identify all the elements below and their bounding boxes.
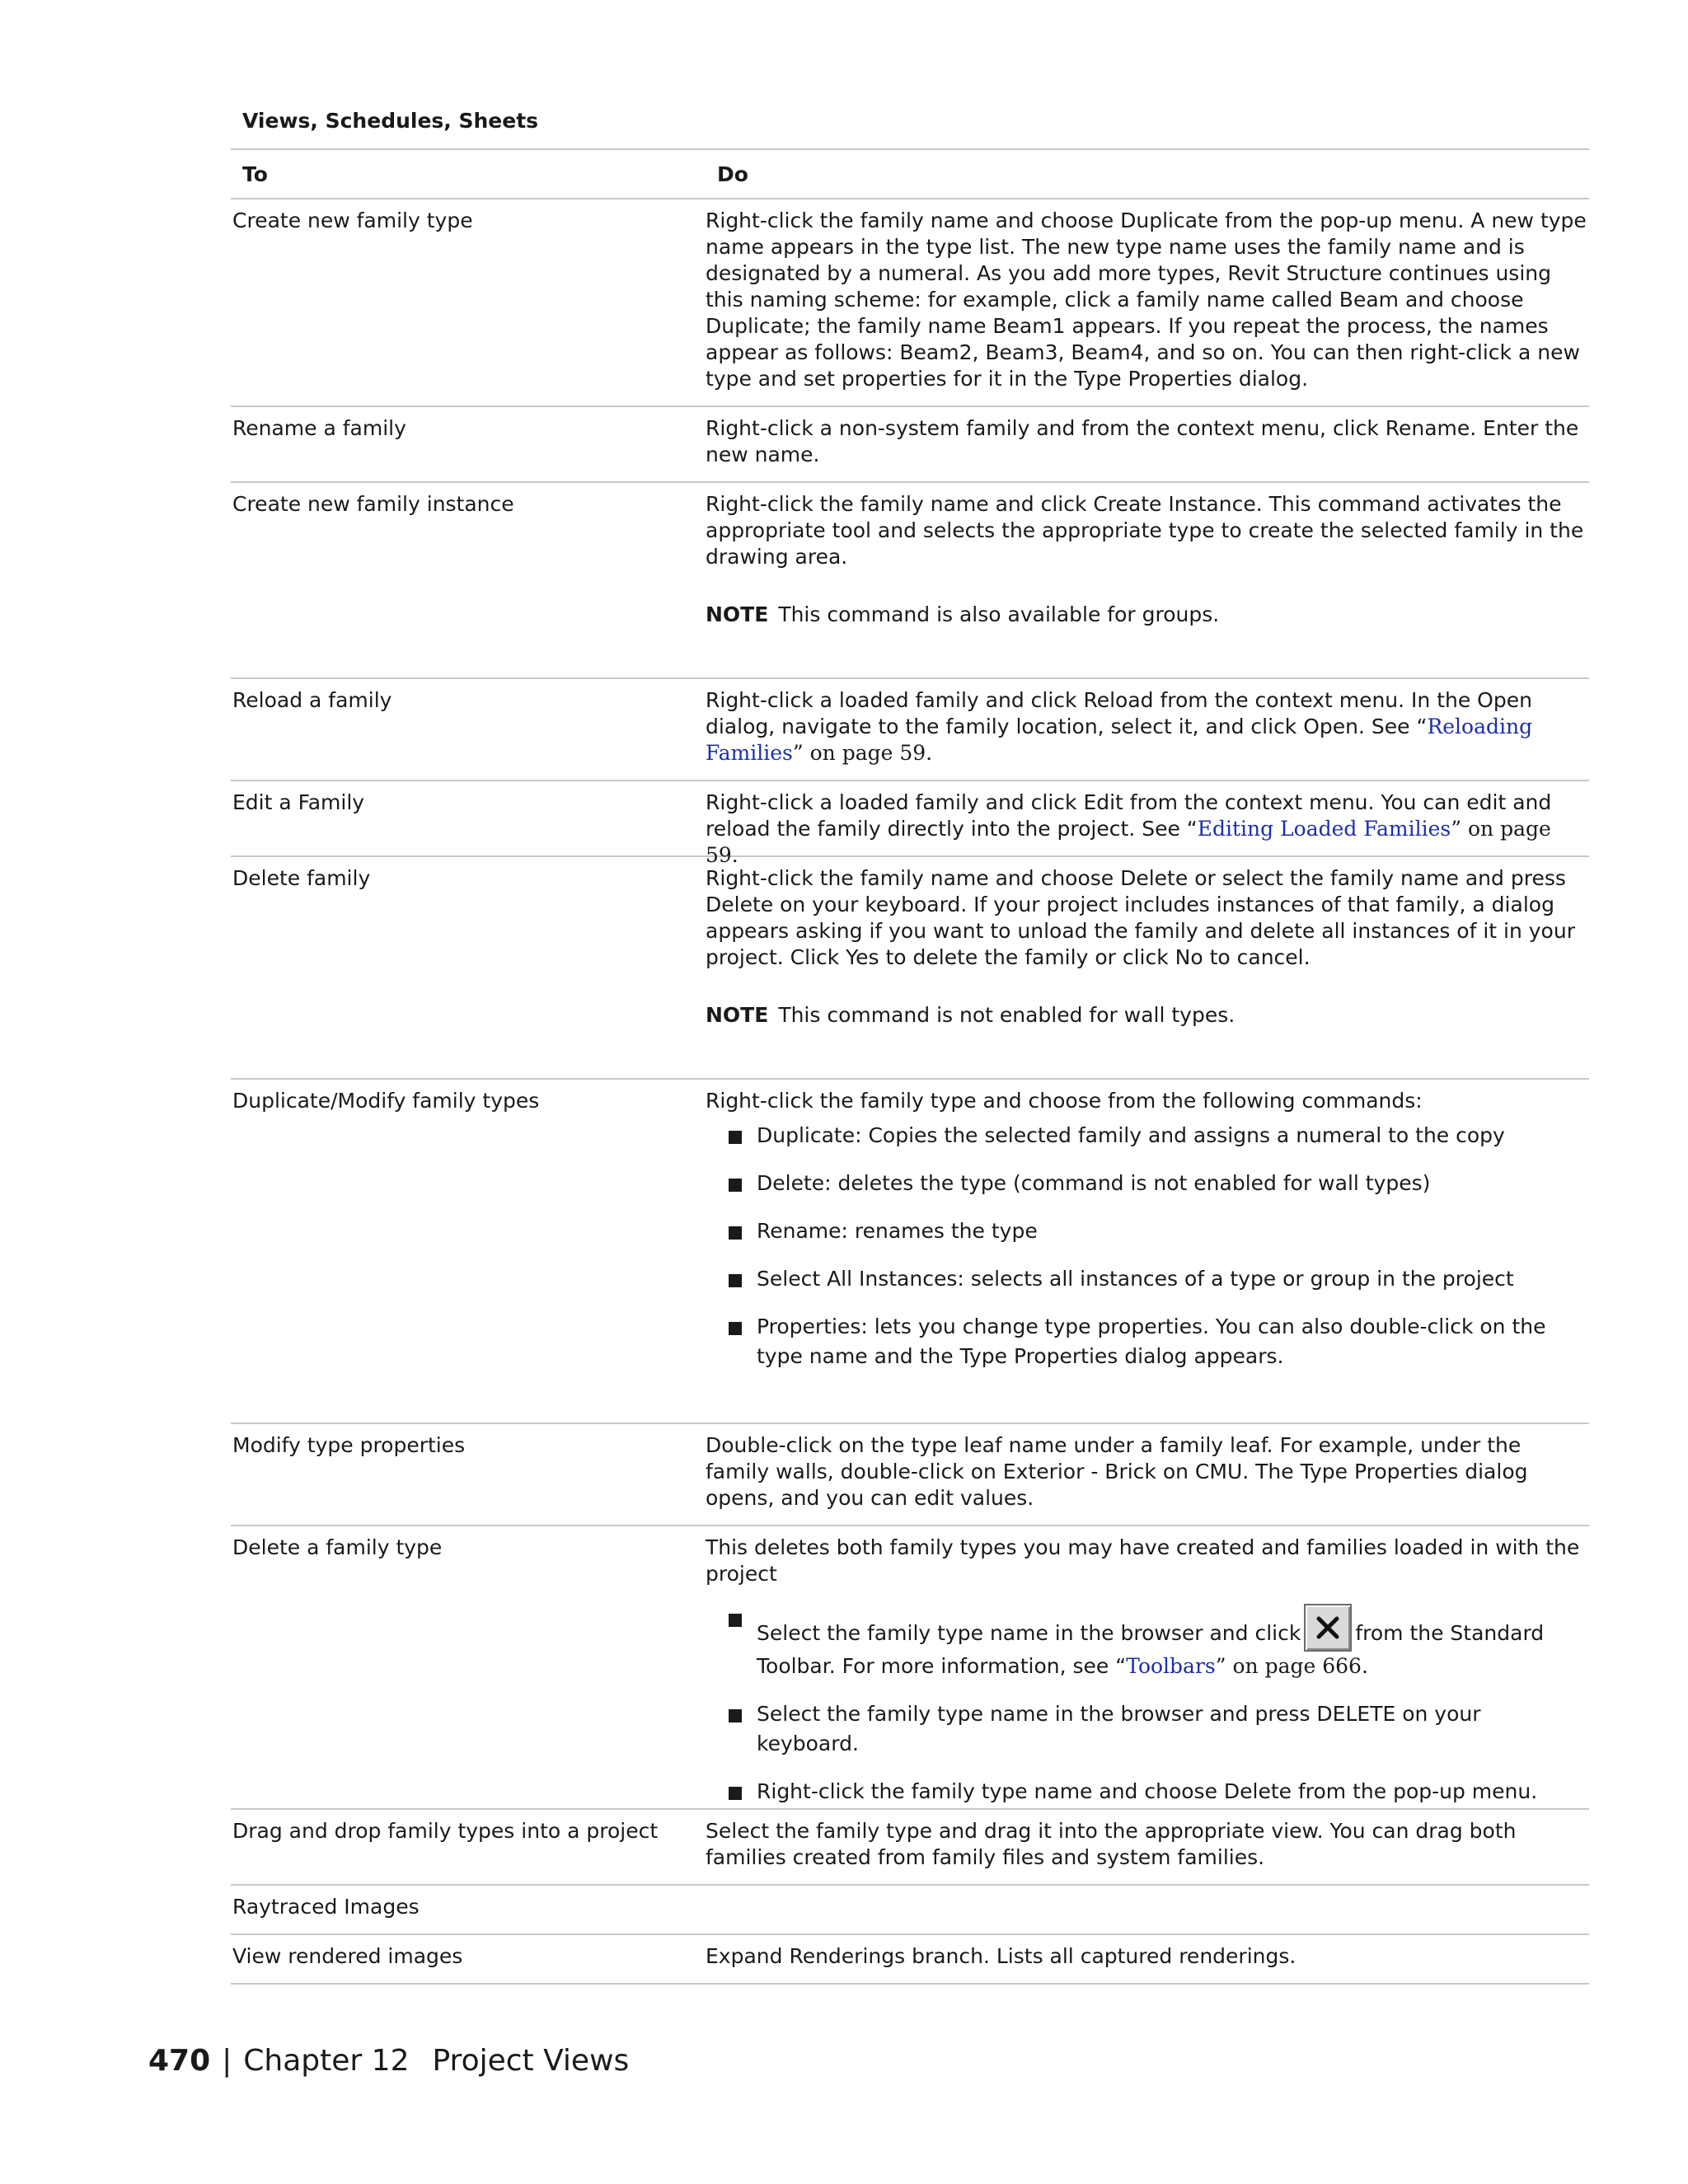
note-label: NOTE bbox=[706, 602, 769, 626]
bullet-square-icon bbox=[729, 1131, 742, 1144]
list-item-text: from the Standard Toolbar. For more information, see “ bbox=[757, 1621, 1545, 1678]
row-action: View rendered images bbox=[232, 1944, 463, 1968]
row-action: Edit a Family bbox=[232, 790, 365, 814]
row-text: Right-click a loaded family and click Reload from the context menu. In the Open dialog, navigate to the family location, select it, and click Open. See “ bbox=[706, 688, 1532, 738]
row-description-block bbox=[706, 865, 1589, 1070]
table-row bbox=[231, 1424, 1589, 1526]
row-action: Create new family instance bbox=[232, 492, 514, 516]
row-action: Duplicate/Modify family types bbox=[232, 1089, 540, 1113]
row-description: Right-click the family name and choose Delete or select the family name and press Delete on your keyboard. If your project includes instances of that family, a dialog appears asking if you want to unload the family and delete all instances of it in your project. Click Yes to delete the family or click No to cancel. bbox=[706, 866, 1575, 969]
bullet-square-icon bbox=[729, 1274, 742, 1287]
delete-methods-list bbox=[706, 1604, 1589, 1807]
chapter-label: Chapter 12 bbox=[243, 2044, 410, 2078]
bullet-square-icon bbox=[729, 1787, 742, 1800]
page-footer bbox=[148, 2044, 629, 2078]
note bbox=[706, 1002, 1589, 1029]
list-item bbox=[706, 1264, 1589, 1294]
table-row bbox=[231, 679, 1589, 781]
commands-table bbox=[231, 148, 1589, 1985]
reloading-families-link[interactable]: Reloading Families bbox=[706, 715, 1533, 765]
note-text: This command is not enabled for wall types. bbox=[778, 1003, 1236, 1027]
section-title: Views, Schedules, Sheets bbox=[242, 109, 539, 133]
list-item bbox=[706, 1121, 1589, 1151]
command-list bbox=[706, 1121, 1589, 1371]
list-item-text: Right-click the family type name and choose Delete from the pop-up menu. bbox=[757, 1779, 1538, 1803]
list-item bbox=[706, 1604, 1589, 1681]
table-row bbox=[231, 1810, 1589, 1886]
row-description-block bbox=[706, 1535, 1589, 1803]
row-description: Expand Renderings branch. Lists all captured renderings. bbox=[706, 1944, 1296, 1968]
row-action: Drag and drop family types into a project bbox=[232, 1819, 659, 1843]
row-action: Delete a family type bbox=[232, 1535, 443, 1559]
row-description: Right-click the family name and choose Duplicate from the pop-up menu. A new type name appears in the type list. The new type name uses the family name and is designated by a numeral. As you add more types, Revit Structure continues using this naming scheme: for example, click a family name called Beam and choose Duplicate; the family name Beam1 appears. If you repeat the process, the names appear as follows: Beam2, Beam3, Beam4, and so on. You can then right-click a new type and set properties for it in the Type Properties dialog. bbox=[706, 209, 1587, 391]
table-row bbox=[231, 1886, 1589, 1935]
list-item bbox=[706, 1699, 1589, 1759]
row-description: Double-click on the type leaf name under a family leaf. For example, under the family walls, double-click on Exterior - Brick on CMU. The Type Properties dialog opens, and you can edit values. bbox=[706, 1433, 1528, 1510]
table-row bbox=[231, 483, 1589, 679]
list-item-text: Select the family type name in the browser and click bbox=[757, 1621, 1301, 1645]
row-action: Create new family type bbox=[232, 209, 473, 232]
bullet-square-icon bbox=[729, 1322, 742, 1335]
chapter-title: Project Views bbox=[432, 2044, 630, 2078]
row-description-block bbox=[706, 491, 1589, 669]
row-description bbox=[706, 687, 1589, 771]
delete-x-icon bbox=[1314, 1614, 1342, 1642]
table-header bbox=[231, 148, 1589, 199]
toolbars-link[interactable]: Toolbars bbox=[1126, 1654, 1216, 1678]
row-description bbox=[706, 790, 1589, 867]
note-text: This command is also available for groups. bbox=[778, 602, 1220, 626]
page-number: 470 bbox=[148, 2044, 211, 2078]
list-item-text: Select All Instances: selects all instances of a type or group in the project bbox=[757, 1267, 1514, 1291]
table-row bbox=[231, 1526, 1589, 1810]
page-reference: ” on page 59. bbox=[792, 741, 933, 765]
row-description: Select the family type and drag it into the appropriate view. You can drag both families created from family files and system families. bbox=[706, 1819, 1517, 1869]
table-row bbox=[231, 781, 1589, 867]
row-action: Raytraced Images bbox=[232, 1895, 420, 1919]
list-item-text: Delete: deletes the type (command is not enabled for wall types) bbox=[757, 1171, 1431, 1195]
row-action: Reload a family bbox=[232, 688, 392, 712]
bullet-square-icon bbox=[729, 1179, 742, 1192]
header-do: Do bbox=[717, 162, 748, 186]
list-item bbox=[706, 1169, 1589, 1198]
bullet-square-icon bbox=[729, 1614, 742, 1627]
row-description bbox=[706, 1894, 1589, 1925]
editing-loaded-families-link[interactable]: Editing Loaded Families bbox=[1197, 817, 1451, 841]
note-label: NOTE bbox=[706, 1003, 769, 1027]
row-description: Right-click a non-system family and from the context menu, click Rename. Enter the new name. bbox=[706, 416, 1579, 466]
row-action: Rename a family bbox=[232, 416, 406, 440]
row-description: This deletes both family types you may have created and families loaded in with the project bbox=[706, 1535, 1580, 1586]
row-description: Right-click the family type and choose from the following commands: bbox=[706, 1089, 1423, 1113]
footer-separator: | bbox=[222, 2044, 232, 2078]
list-item bbox=[706, 1312, 1589, 1371]
note bbox=[706, 602, 1589, 628]
list-item-text: Duplicate: Copies the selected family and assigns a numeral to the copy bbox=[757, 1123, 1505, 1147]
row-description: Right-click the family name and click Create Instance. This command activates the appropriate tool and selects the appropriate type to create the selected family in the drawing area. bbox=[706, 492, 1584, 569]
list-item bbox=[706, 1777, 1589, 1807]
table-row bbox=[231, 1080, 1589, 1424]
header-to: To bbox=[242, 162, 268, 186]
list-item-text: Rename: renames the type bbox=[757, 1219, 1038, 1243]
list-item bbox=[706, 1216, 1589, 1246]
row-action: Delete family bbox=[232, 866, 371, 890]
page-reference: ” on page 59. bbox=[706, 817, 1551, 867]
table-row bbox=[231, 1935, 1589, 1985]
list-item-text: Select the family type name in the browser and press DELETE on your keyboard. bbox=[757, 1702, 1481, 1755]
table-row bbox=[231, 199, 1589, 407]
delete-toolbar-button[interactable] bbox=[1304, 1604, 1352, 1652]
table-row bbox=[231, 857, 1589, 1080]
row-text: Right-click a loaded family and click Edit from the context menu. You can edit and reload the family directly into the project. See “ bbox=[706, 790, 1552, 841]
bullet-square-icon bbox=[729, 1226, 742, 1240]
list-item-text: Properties: lets you change type properties. You can also double-click on the type name and the Type Properties dialog appears. bbox=[757, 1315, 1546, 1368]
page-reference: ” on page 666. bbox=[1215, 1654, 1368, 1678]
bullet-square-icon bbox=[729, 1709, 742, 1722]
row-description-block bbox=[706, 1088, 1589, 1414]
table-row bbox=[231, 407, 1589, 483]
row-action: Modify type properties bbox=[232, 1433, 466, 1457]
